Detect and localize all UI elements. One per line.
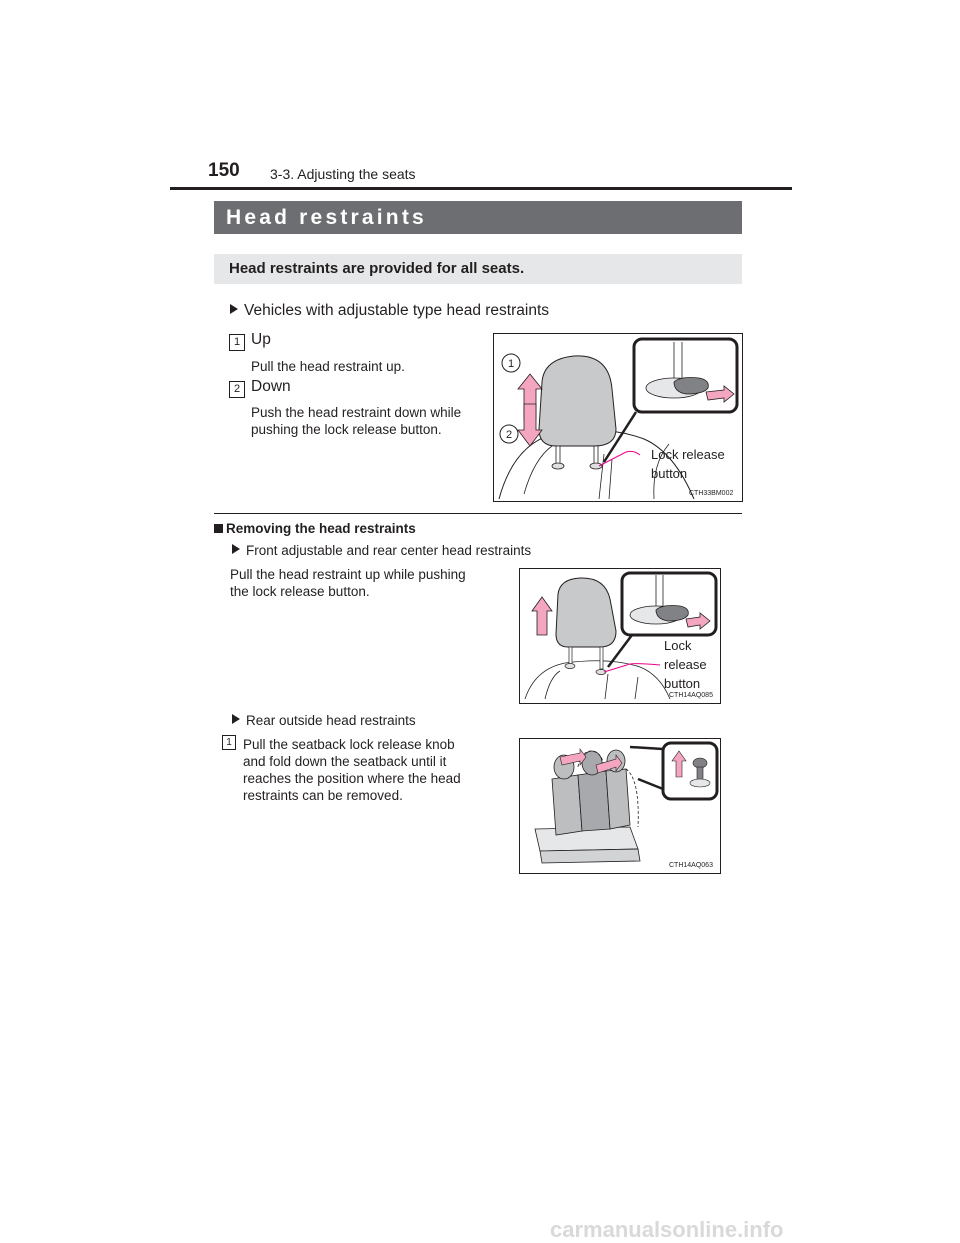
page-title: Head restraints: [226, 206, 427, 229]
rear-bullet-text: Rear outside head restraints: [246, 713, 416, 728]
figure2-label-line1: Lock: [664, 638, 692, 653]
adjustable-bullet: [230, 302, 549, 320]
step-2-number: 2: [229, 381, 245, 398]
front-bullet-text: Front adjustable and rear center head restraints: [246, 543, 532, 558]
adjustable-bullet-text: Vehicles with adjustable type head restraints: [244, 302, 550, 319]
step-1-description: Pull the head restraint up.: [251, 359, 405, 374]
triangle-bullet-icon: [232, 714, 240, 724]
rear-para-line2: and fold down the seatback until it: [243, 754, 447, 769]
section-divider: [214, 513, 742, 514]
rear-bullet: [232, 713, 416, 728]
figure3-code: CTH14AQ063: [669, 862, 713, 869]
subtitle-bar: [214, 254, 742, 284]
square-bullet-icon: [214, 524, 223, 533]
figure-marker-2: 2: [505, 429, 513, 441]
triangle-bullet-icon: [230, 304, 238, 314]
triangle-bullet-icon: [232, 544, 240, 554]
rear-para-line4: restraints can be removed.: [243, 788, 403, 803]
rear-step-number: 1: [222, 735, 236, 750]
footer-watermark: carmanualsonline.info: [550, 1217, 784, 1242]
adjustable-head-restraint-illustration: [494, 334, 742, 501]
front-bullet: [232, 543, 531, 558]
step-1-number: 1: [229, 334, 245, 351]
figure2-label-line3: button: [664, 676, 701, 691]
page-number: 150: [208, 160, 240, 181]
figure1-label-line2: button: [651, 466, 688, 481]
step-2-description-line1: Push the head restraint down while: [251, 405, 462, 420]
title-bar: [214, 201, 742, 234]
rear-seats-illustration: [520, 739, 720, 873]
removing-heading: [214, 521, 416, 536]
figure-rear-seats: [519, 738, 721, 874]
front-para-line1: Pull the head restraint up while pushing: [230, 567, 466, 582]
front-para-line2: the lock release button.: [230, 584, 370, 599]
step-2-title: Down: [251, 378, 291, 395]
figure2-label-line2: release: [664, 657, 707, 672]
figure-marker-1: 1: [507, 358, 515, 370]
rear-para-line3: reaches the position where the head: [243, 771, 461, 786]
figure-adjustable-head-restraint: [493, 333, 743, 502]
figure1-label-line1: Lock release: [651, 447, 725, 462]
rear-para-line1: Pull the seatback lock release knob: [243, 737, 455, 752]
figure1-code: CTH33BM002: [689, 490, 734, 497]
removing-heading-text: Removing the head restraints: [226, 521, 416, 536]
section-heading: 3-3. Adjusting the seats: [270, 166, 416, 182]
step-1-title: Up: [251, 331, 271, 348]
step-2-description-line2: pushing the lock release button.: [251, 422, 442, 437]
figure2-code: CTH14AQ085: [669, 692, 713, 699]
header-rule: [170, 187, 792, 190]
subtitle: Head restraints are provided for all seats.: [229, 260, 525, 277]
